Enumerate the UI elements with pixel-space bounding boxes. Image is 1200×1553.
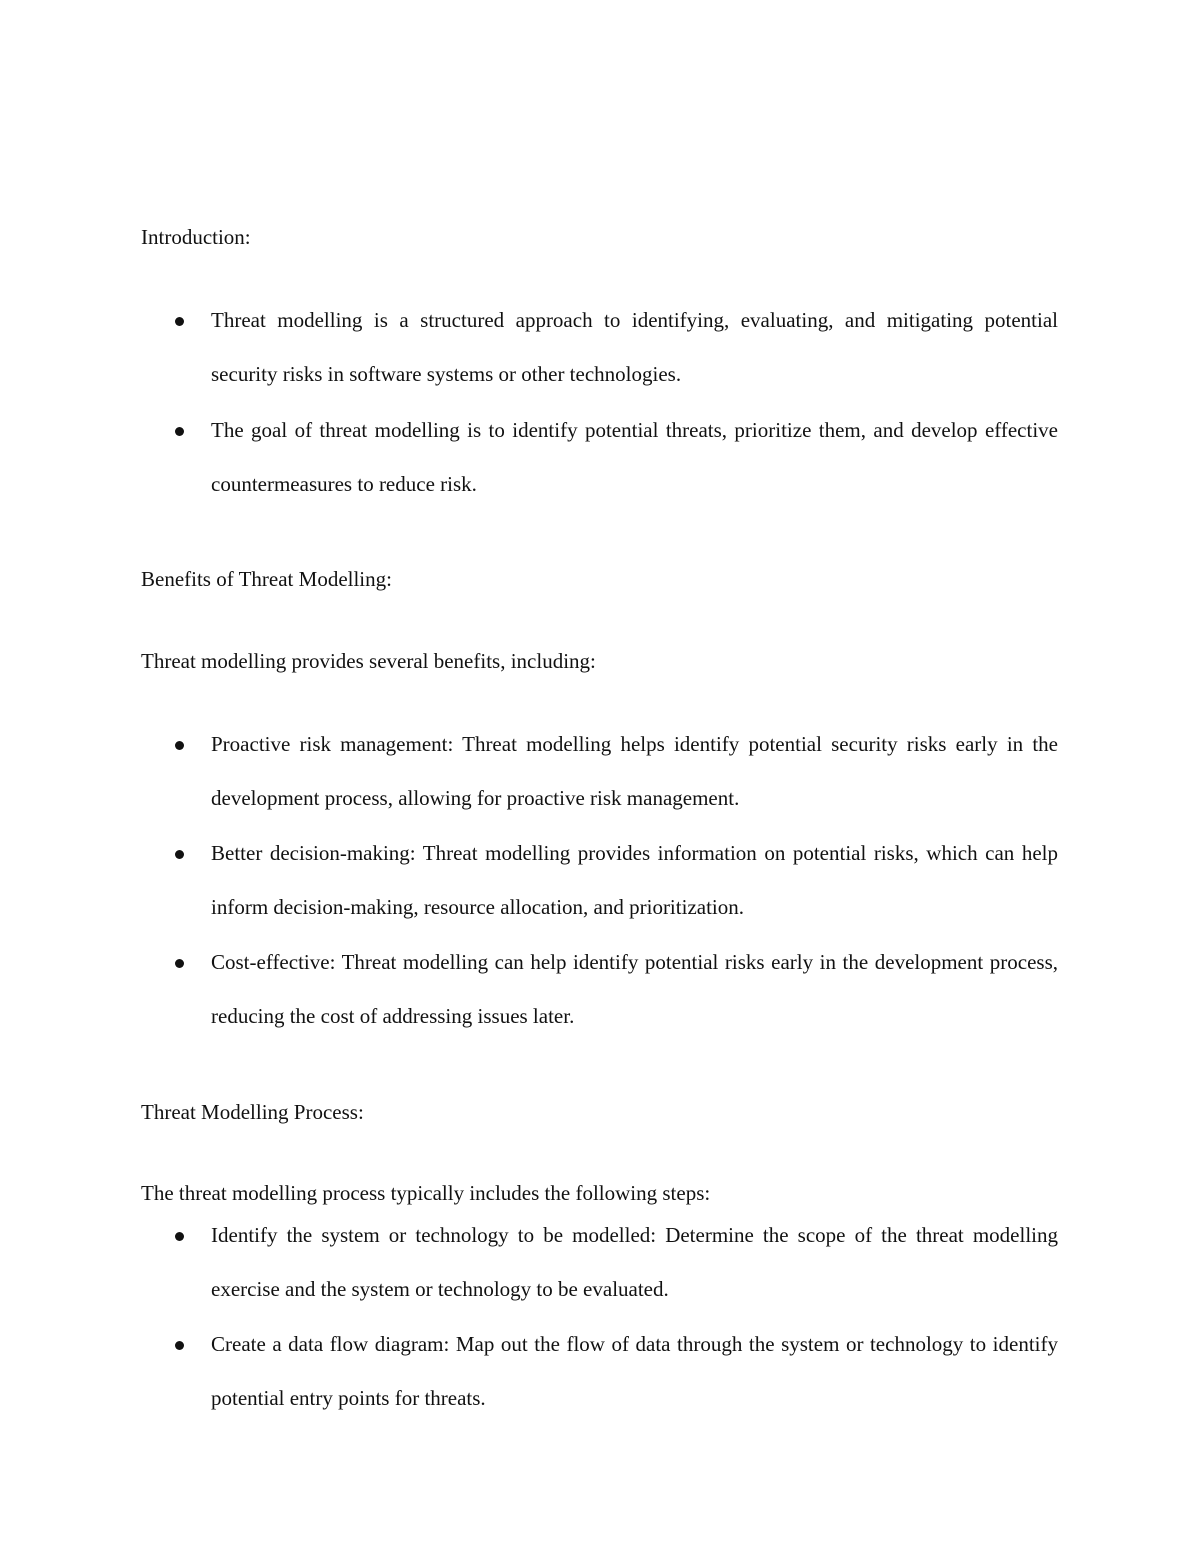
bullet-icon [175,1232,184,1241]
list-item: Proactive risk management: Threat modelling helps identify potential security risks early in the development process, allowing for proactive risk management. [211,732,1058,810]
list-item: Threat modelling is a structured approach to identifying, evaluating, and mitigating potential security risks in software systems or other technologies. [211,308,1058,386]
bullet-icon [175,427,184,436]
list-item: Identify the system or technology to be modelled: Determine the scope of the threat modelling exercise and the system or technology to be evaluated. [211,1223,1058,1301]
bullet-icon [175,1341,184,1350]
section-heading-benefits: Benefits of Threat Modelling: [141,567,392,591]
benefits-lead-paragraph: Threat modelling provides several benefits, including: [141,649,596,673]
list-item: Create a data flow diagram: Map out the flow of data through the system or technology to identify potential entry points for threats. [211,1332,1058,1410]
bullet-icon [175,850,184,859]
list-item: Cost-effective: Threat modelling can help identify potential risks early in the development process, reducing the cost of addressing issues later. [211,950,1058,1028]
section-heading-introduction: Introduction: [141,225,251,249]
bullet-icon [175,317,184,326]
bullet-icon [175,959,184,968]
bullet-icon [175,741,184,750]
section-heading-process: Threat Modelling Process: [141,1100,364,1124]
process-lead-paragraph: The threat modelling process typically includes the following steps: [141,1181,711,1205]
list-item: Better decision-making: Threat modelling provides information on potential risks, which can help inform decision-making, resource allocation, and prioritization. [211,841,1058,919]
list-item: The goal of threat modelling is to identify potential threats, prioritize them, and develop effective countermeasures to reduce risk. [211,418,1058,496]
